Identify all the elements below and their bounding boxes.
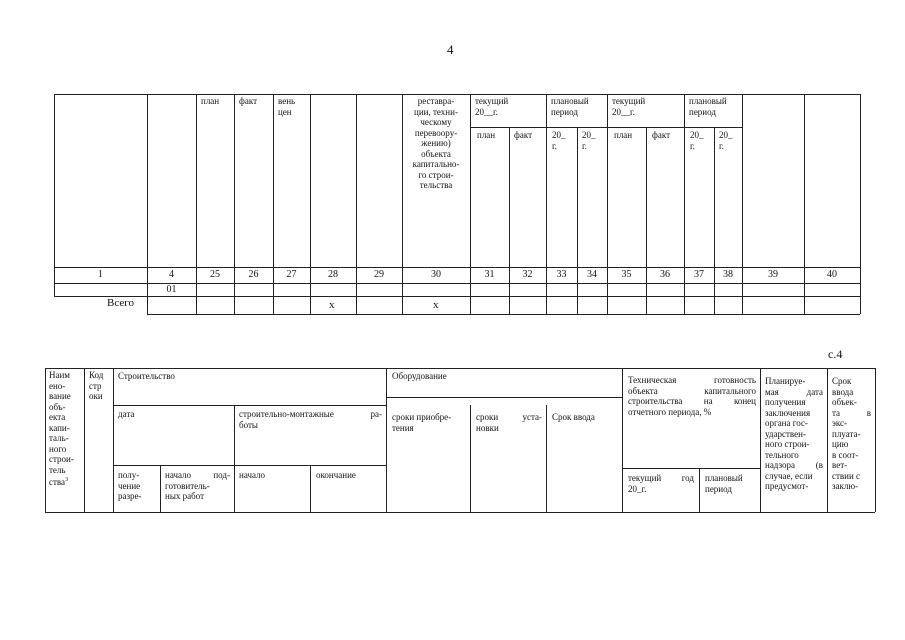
t1-col-number: 31 xyxy=(484,269,495,280)
t2-install-terms: новки xyxy=(476,422,499,433)
t1-header-current-year-2b: 20__г. xyxy=(612,106,635,117)
t1-header-reconstruction-9: тельства xyxy=(419,180,453,190)
t1-sub-year-4: 20_ xyxy=(719,130,733,140)
t2-vline xyxy=(875,368,876,512)
t2-vline xyxy=(234,405,235,512)
t2-commission-term: ввода xyxy=(832,386,854,397)
t1-vline xyxy=(356,94,357,314)
t2-name-col: вание xyxy=(49,391,71,401)
t2-name-col: капи- xyxy=(49,422,70,433)
t1-vline xyxy=(196,94,197,314)
t1-col-number: 29 xyxy=(374,269,384,280)
t1-header-reconstruction-4: перевоору- xyxy=(414,127,458,138)
t2-vline xyxy=(113,368,114,512)
t2-commission-term: плуата- xyxy=(832,428,861,439)
t1-header-planned-period-1: плановый xyxy=(551,96,589,106)
t1-line-top xyxy=(54,94,860,95)
t2-acq-terms: тения xyxy=(392,422,414,433)
t2-planned-date: органа гос- xyxy=(765,418,808,428)
t1-vline xyxy=(273,94,274,314)
t1-vline xyxy=(607,94,608,314)
t1-header-current-year-2: текущий xyxy=(612,96,646,106)
t2-obtaining: разре- xyxy=(118,491,142,501)
t2-planned-date: тельного xyxy=(765,449,799,460)
t2-tech-ready: строительства на конец xyxy=(628,396,756,406)
t2-commission-term: вет- xyxy=(832,460,848,470)
t1-header-planned-period-2b: период xyxy=(689,106,716,117)
t1-vline xyxy=(234,94,235,314)
t1-line-sub xyxy=(470,127,742,128)
t2-commission-term: цию xyxy=(832,439,849,449)
t2-vline xyxy=(84,368,85,512)
t1-sub-fact-2: факт xyxy=(652,130,671,140)
t2-name-col xyxy=(49,475,68,488)
t2-commission-term: объек- xyxy=(832,397,857,407)
t1-col-number: 25 xyxy=(210,269,220,280)
t1-col-number: 30 xyxy=(431,269,441,280)
t1-vline xyxy=(804,94,805,314)
t2-vline xyxy=(827,368,828,512)
t2-planned-date: Планируе- xyxy=(765,376,806,386)
t2-date: дата xyxy=(118,409,135,419)
t2-commission-term: заклю- xyxy=(832,481,859,491)
t1-col-number: 40 xyxy=(827,269,837,280)
t2-line-bottom xyxy=(45,512,875,513)
t1-header-reconstruction-6: объекта xyxy=(421,148,451,159)
t2-name-col: екта xyxy=(49,412,66,422)
t1-sub-year-1b: г. xyxy=(552,140,557,151)
t1-col-number: 1 xyxy=(98,269,103,280)
t2-commission-term: Срок xyxy=(832,376,852,386)
t1-header-fact: факт xyxy=(239,96,258,106)
t1-header-ven: вень xyxy=(278,96,296,106)
t2-tech-ready: отчетного периода, % xyxy=(628,406,712,417)
t2-planned-date: случае, если xyxy=(765,470,813,481)
t2-cur-year: 20_г. xyxy=(628,483,647,494)
t1-sub-plan-1: план xyxy=(477,130,496,140)
t2-vline xyxy=(386,368,387,512)
t2-planned-date: получения xyxy=(765,397,806,407)
t1-header-reconstruction-8: го строи- xyxy=(418,169,454,180)
t1-sub-year-4b: г. xyxy=(719,140,724,151)
t2-vline xyxy=(470,405,471,512)
t2-planned-date: мая дата xyxy=(765,386,823,397)
t2-construction: Строительство xyxy=(118,371,175,381)
t2-code-col: оки xyxy=(89,391,103,401)
t2-cmw-b: боты xyxy=(239,419,258,430)
t1-col-number: 33 xyxy=(556,269,567,280)
t2-code-col: стр xyxy=(89,380,102,391)
t1-x-mark: x xyxy=(433,299,439,311)
t1-vline xyxy=(742,94,743,314)
t2-planned-date: ного строи- xyxy=(765,439,810,449)
t2-line xyxy=(113,465,386,466)
t1-col-number: 28 xyxy=(328,269,338,280)
t2-tech-ready: Техническая готовность xyxy=(628,375,756,385)
t1-header-reconstruction-1: реставра- xyxy=(417,96,455,106)
t2-commission-term: та в xyxy=(832,407,871,418)
t1-vline xyxy=(310,94,311,314)
t2-vline xyxy=(546,405,547,512)
t2-plan-period: плановый xyxy=(705,473,743,483)
t2-planned-date: предусмот- xyxy=(765,481,809,491)
t2-vline xyxy=(699,468,700,512)
t1-vline xyxy=(470,94,471,314)
t1-header-tsen: цен xyxy=(278,106,292,117)
t2-name-col: ного xyxy=(49,443,67,454)
t2-cur-year: текущий год xyxy=(628,473,694,483)
t2-prep-start: ных работ xyxy=(165,491,205,501)
t1-sub-year-3: 20_ xyxy=(690,130,704,140)
t1-col-number: 34 xyxy=(587,269,597,280)
t1-vline xyxy=(646,127,647,314)
t2-obtaining: чение xyxy=(118,480,141,491)
t2-plan-period: период xyxy=(705,483,732,494)
t2-code-col: Код xyxy=(89,370,104,380)
t1-col-number: 26 xyxy=(248,269,259,280)
t2-equipment: Оборудование xyxy=(392,371,447,381)
t2-line-top xyxy=(45,368,875,369)
t1-header-plan: план xyxy=(201,96,220,106)
t2-name-col: строи- xyxy=(49,454,74,464)
t1-sub-fact-1: факт xyxy=(514,130,533,140)
t2-name-col: таль- xyxy=(49,433,69,443)
t1-col-number: 37 xyxy=(694,269,704,280)
t1-vline xyxy=(509,127,510,314)
t2-cmw: строительно-монтажные ра- xyxy=(239,409,382,419)
t2-name-col: тель xyxy=(49,464,66,475)
t2-line xyxy=(113,405,386,406)
t1-col-number: 4 xyxy=(169,269,174,280)
t1-sub-plan-2: план xyxy=(614,130,633,140)
footnote-mark: 3 xyxy=(65,477,69,483)
t1-sub-year-3b: г. xyxy=(690,140,695,151)
t2-planned-date: заключения xyxy=(765,407,811,418)
t2-commission-term: ствии с xyxy=(832,470,861,481)
t2-prep-start: готовитель- xyxy=(165,480,210,491)
t2-obtaining: полу- xyxy=(118,470,140,480)
t2-commission-term: в соот- xyxy=(832,449,859,460)
t1-col-number: 36 xyxy=(660,269,670,280)
page-number: 4 xyxy=(447,42,454,57)
t2-install-terms: сроки уста- xyxy=(476,412,542,422)
t1-header-current-year-1b: 20__г. xyxy=(475,106,498,117)
t2-line xyxy=(622,468,760,469)
t1-col-number: 38 xyxy=(723,269,733,280)
t1-vline xyxy=(860,94,861,314)
t2-vline xyxy=(310,465,311,512)
t1-vline xyxy=(546,94,547,314)
t2-tech-ready: объекта капитального xyxy=(628,385,756,396)
t2-name-col: объ- xyxy=(49,401,66,412)
t1-line-total-bottom xyxy=(147,314,860,315)
t1-sub-year-1: 20_ xyxy=(552,130,566,140)
t1-header-reconstruction-7: капитально- xyxy=(412,159,460,169)
t2-line xyxy=(386,397,622,398)
t2-vline xyxy=(45,368,46,512)
t1-sub-year-2: 20_ xyxy=(582,130,596,140)
t1-vline xyxy=(402,94,403,314)
t1-vline xyxy=(147,94,148,314)
t1-col-number: 27 xyxy=(286,269,297,280)
t2-prep-start: начало под- xyxy=(165,470,230,480)
t1-vline xyxy=(54,94,55,296)
t2-vline xyxy=(760,368,761,512)
t1-code-cell: 01 xyxy=(166,284,177,295)
t1-x-mark: x xyxy=(329,299,335,311)
t1-header-reconstruction-3: ческому xyxy=(420,117,452,127)
section-ref: с.4 xyxy=(828,347,843,361)
t1-header-current-year-1: текущий xyxy=(475,96,509,106)
t1-header-reconstruction-2: ции, техни- xyxy=(414,106,458,117)
t1-vline xyxy=(714,127,715,314)
t2-commissioning: Срок ввода xyxy=(552,412,595,422)
t2-start: начало xyxy=(239,470,266,480)
t1-col-number: 35 xyxy=(621,269,632,280)
t1-header-planned-period-2: плановый xyxy=(689,96,727,106)
t2-end: окончание xyxy=(316,470,356,480)
t2-acq-terms: сроки приобре- xyxy=(392,412,452,422)
t2-name-col: Наим xyxy=(49,370,71,380)
t1-line-code-bottom xyxy=(54,296,860,297)
t1-header-planned-period-1b: период xyxy=(551,106,578,117)
t1-sub-year-2b: г. xyxy=(582,140,587,151)
t2-name-col: ено- xyxy=(49,380,66,391)
t2-commission-term: экс- xyxy=(832,418,848,428)
t1-total-label: Всего xyxy=(107,297,134,309)
t1-col-number: 32 xyxy=(522,269,533,280)
t2-vline xyxy=(160,465,161,512)
t2-planned-date: ударствен- xyxy=(765,428,806,439)
t1-vline xyxy=(684,94,685,314)
t2-vline xyxy=(622,368,623,512)
t2-planned-date: надзора (в xyxy=(765,460,823,470)
t1-header-reconstruction-5: жению) xyxy=(421,138,451,148)
t1-line-numbers-top xyxy=(54,267,860,268)
t1-vline xyxy=(577,127,578,314)
t1-col-number: 39 xyxy=(768,269,778,280)
t2-name-col-last: ства xyxy=(49,477,66,487)
